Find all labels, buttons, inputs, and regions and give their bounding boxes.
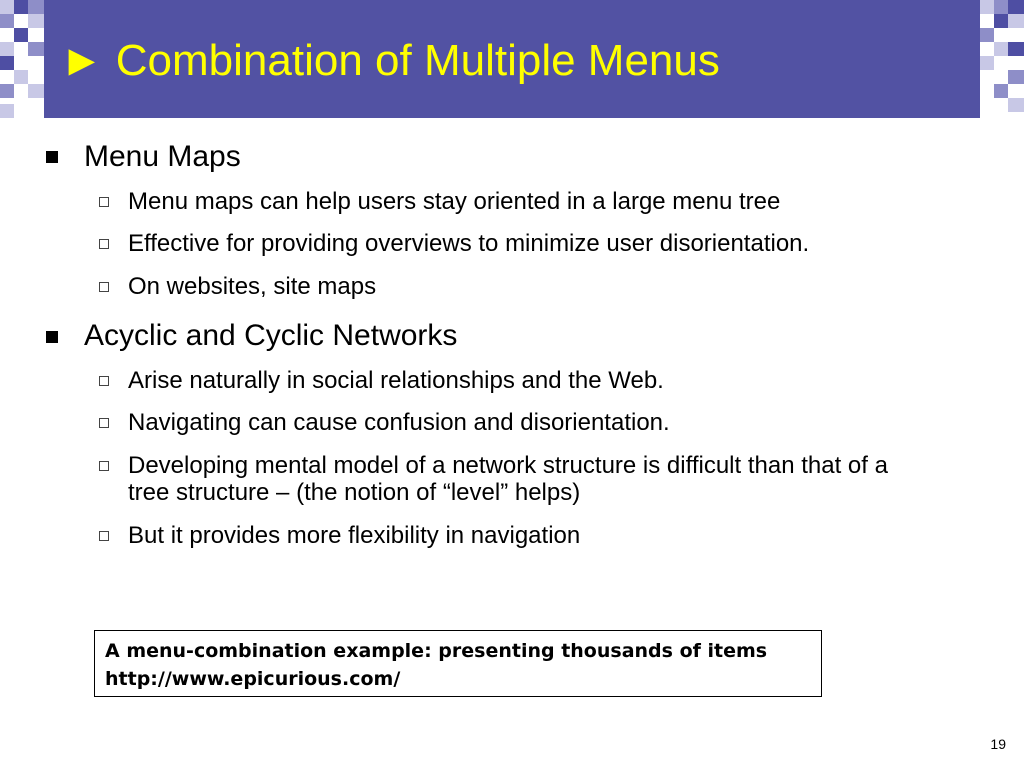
sub-bullet: Navigating can cause confusion and disorientation. [128,409,670,436]
hollow-square-bullet-icon [99,197,109,207]
hollow-square-bullet-icon [99,282,109,292]
callout-url: http://www.epicurious.com/ [105,668,401,690]
hollow-square-bullet-icon [99,376,109,386]
page-number: 19 [990,736,1006,752]
sub-bullet: Menu maps can help users stay oriented in a large menu tree [128,188,781,215]
example-callout-box [94,630,822,697]
sub-bullet: On websites, site maps [128,273,377,300]
hollow-square-bullet-icon [99,461,109,471]
sub-bullet: Effective for providing overviews to minimize user disorientation. [128,230,810,257]
hollow-square-bullet-icon [99,418,109,428]
callout-caption: A menu-combination example: presenting thousands of items [105,640,768,662]
square-bullet-icon [46,151,58,163]
bullet-networks: Acyclic and Cyclic Networks [84,319,458,352]
hollow-square-bullet-icon [99,531,109,541]
sub-bullet: But it provides more flexibility in navigation [128,522,581,549]
hollow-square-bullet-icon [99,239,109,249]
bullet-menu-maps: Menu Maps [84,140,241,173]
square-bullet-icon [46,331,58,343]
sub-bullet: Developing mental model of a network structure is difficult than that of a tree structure – (the notion of “level” helps) [128,452,888,506]
slide-title: ► Combination of Multiple Menus [60,36,720,85]
sub-bullet: Arise naturally in social relationships and the Web. [128,367,664,394]
